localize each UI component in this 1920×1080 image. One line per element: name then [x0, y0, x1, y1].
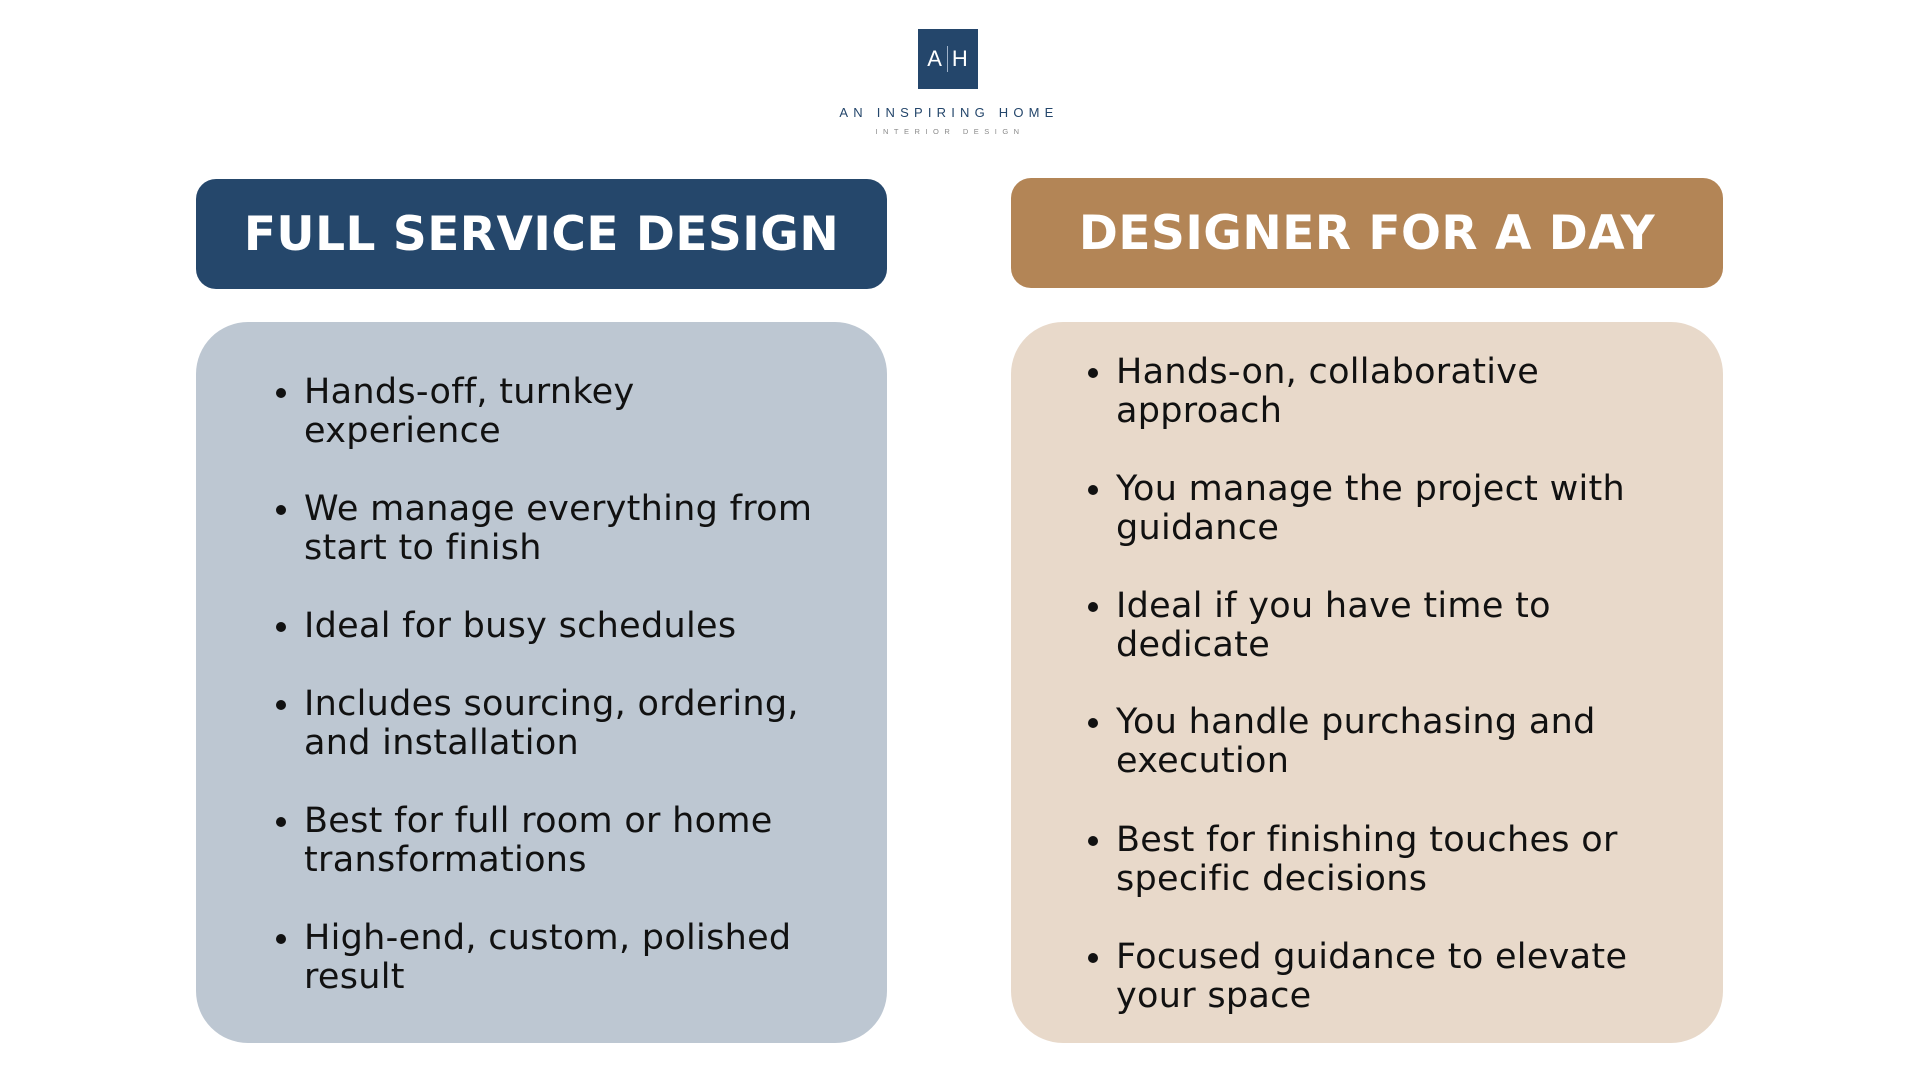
list-item: Includes sourcing, ordering, and installation [304, 684, 799, 763]
list-item: Ideal if you have time to dedicate [1116, 586, 1551, 665]
logo-divider [947, 46, 948, 72]
designer-for-a-day-title: DESIGNER FOR A DAY [1078, 205, 1656, 261]
full-service-design-header [196, 179, 887, 289]
bullet-icon [1088, 602, 1098, 612]
bullet-icon [276, 700, 286, 710]
list-item: Best for full room or home transformations [304, 801, 773, 880]
bullet-icon [276, 505, 286, 515]
bullet-icon [1088, 953, 1098, 963]
list-item: You manage the project with guidance [1116, 469, 1626, 548]
bullet-icon [1088, 485, 1098, 495]
logo-letter-a: A [927, 46, 943, 71]
full-service-design-title: FULL SERVICE DESIGN [243, 206, 840, 262]
list-item: Focused guidance to elevate your space [1116, 937, 1628, 1016]
list-item: High-end, custom, polished result [304, 918, 792, 997]
list-item: Hands-off, turnkey experience [304, 372, 635, 451]
list-item: You handle purchasing and execution [1116, 702, 1596, 781]
bullet-icon [276, 622, 286, 632]
bullet-icon [1088, 718, 1098, 728]
brand-name: AN INSPIRING HOME [839, 105, 1059, 120]
logo-letter-h: H [951, 46, 969, 71]
bullet-icon [1088, 368, 1098, 378]
bullet-icon [276, 934, 286, 944]
list-item: We manage everything from start to finish [304, 489, 813, 568]
bullet-icon [1088, 836, 1098, 846]
list-item: Best for finishing touches or specific decisions [1116, 820, 1618, 899]
list-item: Hands-on, collaborative approach [1116, 352, 1540, 431]
bullet-icon [276, 817, 286, 827]
list-item: Ideal for busy schedules [304, 606, 737, 646]
designer-for-a-day-header [1011, 178, 1723, 288]
logo-mark [918, 29, 978, 89]
bullet-icon [276, 388, 286, 398]
brand-tagline: INTERIOR DESIGN [875, 127, 1025, 136]
